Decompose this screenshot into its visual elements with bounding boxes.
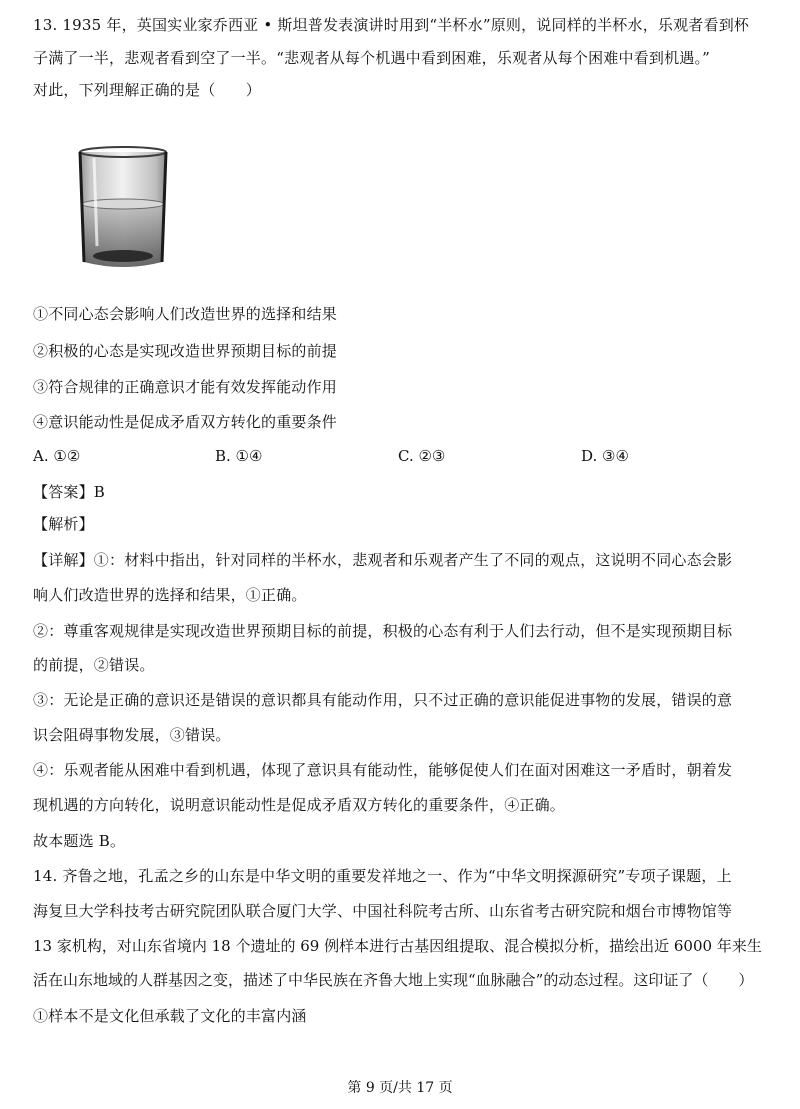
q13-explanation-line: ④：乐观者能从困难中看到机遇，体现了意识具有能动性，能够促使人们在面对困难这一矛盾时，朝着发: [33, 761, 733, 779]
half-full-glass-of-water-icon: [76, 146, 170, 272]
q13-explanation-line: ③：无论是正确的意识还是错误的意识都具有能动作用，只不过正确的意识能促进事物的发展，错误的意: [33, 691, 733, 709]
q13-explanation-line: 的前提，②错误。: [33, 656, 155, 674]
q13-explanation-line: 识会阻碍事物发展，③错误。: [33, 726, 231, 744]
q13-choice-c: C. ②③: [398, 447, 446, 465]
q13-answer: 【答案】B: [33, 483, 106, 501]
q14-stem-line: 13 家机构，对山东省境内 18 个遗址的 69 例样本进行古基因组提取、混合模拟分析，描绘出近 6000 年来生: [33, 937, 762, 955]
q13-option-4: ④意识能动性是促成矛盾双方转化的重要条件: [33, 413, 338, 431]
q14-stem-line: 活在山东地域的人群基因之变，描述了中华民族在齐鲁大地上实现“血脉融合”的动态过程。这印证了（ ）: [33, 971, 754, 989]
q13-option-2: ②积极的心态是实现改造世界预期目标的前提: [33, 342, 338, 360]
q13-stem-line-3: 对此，下列理解正确的是（ ）: [33, 81, 262, 99]
q14-stem-line: 14. 齐鲁之地，孔孟之乡的山东是中华文明的重要发祥地之一、作为“中华文明探源研究”专项子课题，上: [33, 867, 732, 885]
q13-analysis-heading: 【解析】: [33, 515, 94, 533]
q13-stem-line-2: 子满了一半，悲观者看到空了一半。“悲观者从每个机遇中看到困难，乐观者从每个困难中看到机遇。”: [33, 49, 711, 67]
q13-option-1: ①不同心态会影响人们改造世界的选择和结果: [33, 305, 338, 323]
q13-explanation-line: 现机遇的方向转化，说明意识能动性是促成矛盾双方转化的重要条件，④正确。: [33, 796, 566, 814]
q13-choice-b: B. ①④: [215, 447, 263, 465]
q13-stem-line-1: 13. 1935 年，英国实业家乔西亚 • 斯坦普发表演讲时用到“半杯水”原则，说同样的半杯水，乐观者看到杯: [33, 16, 750, 34]
q13-choice-d: D. ③④: [581, 447, 629, 465]
q14-stem-line: 海复旦大学科技考古研究院团队联合厦门大学、中国社科院考古所、山东省考古研究院和烟台市博物馆等: [33, 902, 733, 920]
q13-explanation-line: 【详解】①：材料中指出，针对同样的半杯水，悲观者和乐观者产生了不同的观点，这说明不同心态会影: [33, 551, 733, 569]
q13-explanation-line: 响人们改造世界的选择和结果，①正确。: [33, 586, 307, 604]
q14-option-1: ①样本不是文化但承载了文化的丰富内涵: [33, 1007, 307, 1025]
q13-choice-a: A. ①②: [33, 447, 81, 465]
q13-explanation-line: ②：尊重客观规律是实现改造世界预期目标的前提，积极的心态有利于人们去行动，但不是实现预期目标: [33, 622, 733, 640]
q13-conclusion: 故本题选 B。: [33, 832, 126, 850]
q13-option-3: ③符合规律的正确意识才能有效发挥能动作用: [33, 378, 338, 396]
page-footer: 第 9 页/共 17 页: [347, 1080, 453, 1096]
